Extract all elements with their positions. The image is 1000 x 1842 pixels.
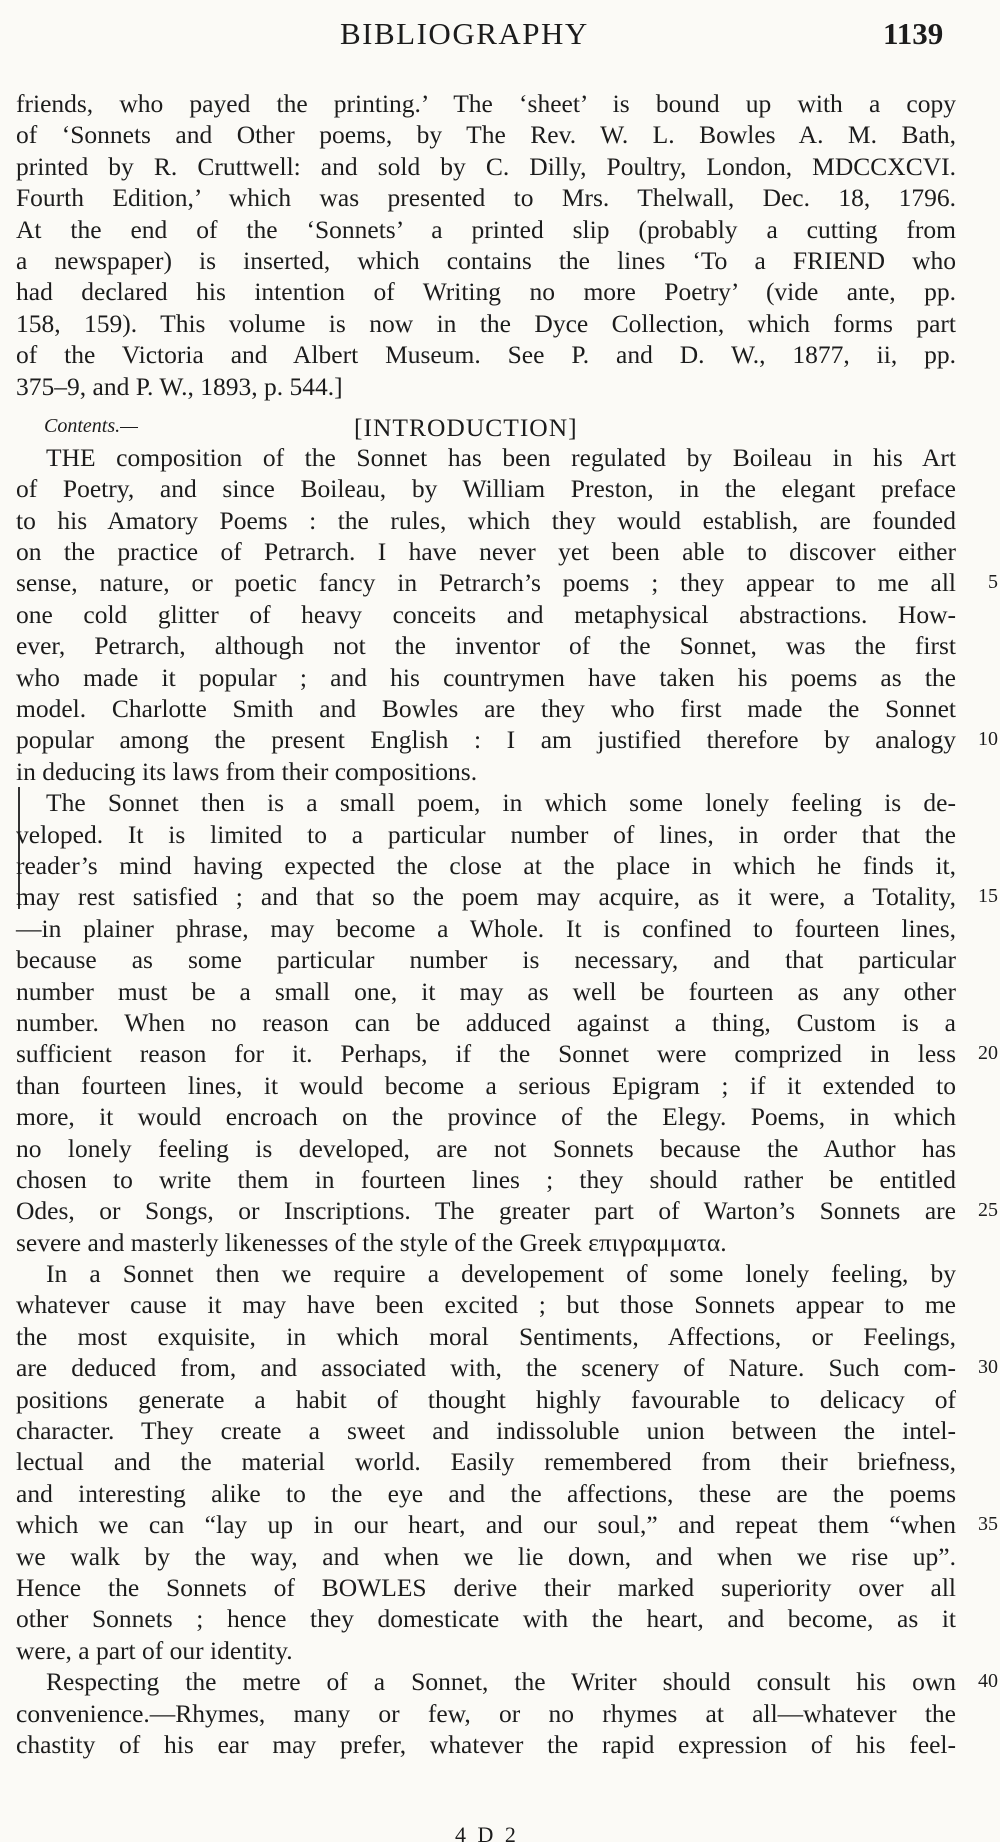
text-line: in deducing its laws from their compositions. [16, 756, 478, 786]
line-number: 35 [978, 1513, 998, 1536]
text-line: chosen to write them in fourteen lines ; they should rather be entitled [16, 1164, 956, 1194]
text-line: Hence the Sonnets of BOWLES derive their marked superiority over all [16, 1572, 956, 1602]
contents-label: Contents.— [44, 414, 138, 437]
text-line: were, a part of our identity. [16, 1635, 293, 1665]
text-line: Fourth Edition,’ which was presented to Mrs. Thelwall, Dec. 18, 1796. [16, 183, 956, 213]
text-line: 158, 159). This volume is now in the Dyce Collection, which forms part [16, 308, 956, 338]
line-text: sense, nature, or poetic fancy in Petrarch’s poems ; they appear to me all [16, 568, 956, 598]
text-line [16, 1195, 998, 1226]
text-line: THE composition of the Sonnet has been regulated by Boileau in his Art [46, 442, 956, 472]
paragraph-2 [16, 787, 998, 1258]
line-text: Odes, or Songs, or Inscriptions. The greater part of Warton’s Sonnets are [16, 1196, 956, 1226]
line-text: sufficient reason for it. Perhaps, if the Sonnet were comprized in less [16, 1039, 956, 1069]
text-line [16, 724, 998, 755]
running-title: BIBLIOGRAPHY [340, 16, 589, 51]
bibliographic-note [16, 88, 956, 402]
line-number: 20 [978, 1042, 998, 1065]
text-line: and interesting alike to the eye and the affections, these are the poems [16, 1478, 956, 1508]
text-line: lectual and the material world. Easily remembered from their briefness, [16, 1447, 956, 1477]
text-line: whatever cause it may have been excited ; but those Sonnets appear to me [16, 1290, 956, 1320]
paragraph-4 [16, 1666, 998, 1760]
text-line: The Sonnet then is a small poem, in which some lonely feeling is de- [46, 788, 956, 818]
text-line: had declared his intention of Writing no more Poetry’ (vide ante, pp. [16, 277, 956, 307]
text-line: no lonely feeling is developed, are not Sonnets because the Author has [16, 1133, 956, 1163]
text-line: of the Victoria and Albert Museum. See P. and D. W., 1877, ii, pp. [16, 340, 956, 370]
text-line: —in plainer phrase, may become a Whole. It is confined to fourteen lines, [16, 913, 956, 943]
text-line: number. When no reason can be adduced against a thing, Custom is a [16, 1007, 956, 1037]
text-line: reader’s mind having expected the close at the place in which he finds it, [16, 850, 956, 880]
text-line: printed by R. Cruttwell: and sold by C. Dilly, Poultry, London, MDCCXCVI. [16, 151, 956, 181]
text-line [16, 567, 998, 598]
paragraph-1 [16, 442, 998, 787]
section-heading: [INTRODUCTION] [354, 412, 578, 442]
line-text: popular among the present English : I am justified therefore by analogy [16, 725, 956, 755]
text-line: of Poetry, and since Boileau, by William Preston, in the elegant preface [16, 474, 956, 504]
body-text [16, 88, 998, 1760]
text-line: At the end of the ‘Sonnets’ a printed slip (probably a cutting from [16, 214, 956, 244]
text-line: model. Charlotte Smith and Bowles are they who first made the Sonnet [16, 694, 956, 724]
line-number: 30 [978, 1356, 998, 1379]
text-line: convenience.—Rhymes, many or few, or no rhymes at all—whatever the [16, 1698, 956, 1728]
line-number: 15 [978, 885, 998, 908]
text-line: veloped. It is limited to a particular number of lines, in order that the [16, 819, 956, 849]
text-line: to his Amatory Poems : the rules, which they would establish, are founded [16, 505, 956, 535]
line-number: 5 [988, 571, 998, 594]
text-line: character. They create a sweet and indissoluble union between the intel- [16, 1416, 956, 1446]
text-line: a newspaper) is inserted, which contains the lines ‘To a FRIEND who [16, 245, 956, 275]
text-line: ever, Petrarch, although not the inventor of the Sonnet, was the first [16, 631, 956, 661]
signature-mark: 4 D 2 [455, 1822, 519, 1842]
page-number: 1139 [883, 16, 944, 51]
paragraph-3 [16, 1258, 998, 1666]
text-line [16, 1352, 998, 1383]
text-line: of ‘Sonnets and Other poems, by The Rev. W. L. Bowles A. M. Bath, [16, 120, 956, 150]
text-line [16, 1509, 998, 1540]
text-line [16, 881, 998, 912]
text-line: friends, who payed the printing.’ The ‘sheet’ is bound up with a copy [16, 89, 956, 118]
line-text: may rest satisfied ; and that so the poem may acquire, as it were, a Totality, [16, 882, 956, 912]
text-line [16, 1038, 998, 1069]
running-header [0, 16, 1000, 56]
line-number: 40 [978, 1670, 998, 1693]
text-line: one cold glitter of heavy conceits and metaphysical abstractions. How- [16, 599, 956, 629]
text-line: positions generate a habit of thought highly favourable to delicacy of [16, 1384, 956, 1414]
text-line [16, 1666, 998, 1697]
line-text: Respecting the metre of a Sonnet, the Writer should consult his own [46, 1667, 956, 1697]
text-line: severe and masterly likenesses of the style of the Greek επιγραμματα. [16, 1227, 727, 1257]
line-text: which we can “lay up in our heart, and our soul,” and repeat them “when [16, 1510, 956, 1540]
text-line: In a Sonnet then we require a developement of some lonely feeling, by [46, 1259, 956, 1289]
text-line: we walk by the way, and when we lie down, and when we rise up”. [16, 1541, 956, 1571]
text-line: because as some particular number is necessary, and that particular [16, 945, 956, 975]
text-line: chastity of his ear may prefer, whatever the rapid expression of his feel- [16, 1729, 956, 1759]
line-number: 10 [978, 728, 998, 751]
text-line: more, it would encroach on the province of the Elegy. Poems, in which [16, 1102, 956, 1132]
line-number: 25 [978, 1199, 998, 1222]
line-text: are deduced from, and associated with, the scenery of Nature. Such com- [16, 1353, 956, 1383]
text-line: the most exquisite, in which moral Sentiments, Affections, or Feelings, [16, 1321, 956, 1351]
text-line: who made it popular ; and his countrymen have taken his poems as the [16, 662, 956, 692]
text-line: number must be a small one, it may as well be fourteen as any other [16, 976, 956, 1006]
text-line: other Sonnets ; hence they domesticate with the heart, and become, as it [16, 1604, 956, 1634]
contents-row [16, 402, 956, 442]
text-line: than fourteen lines, it would become a serious Epigram ; if it extended to [16, 1070, 956, 1100]
text-line: on the practice of Petrarch. I have never yet been able to discover either [16, 537, 956, 567]
text-line: 375–9, and P. W., 1893, p. 544.] [16, 371, 343, 401]
